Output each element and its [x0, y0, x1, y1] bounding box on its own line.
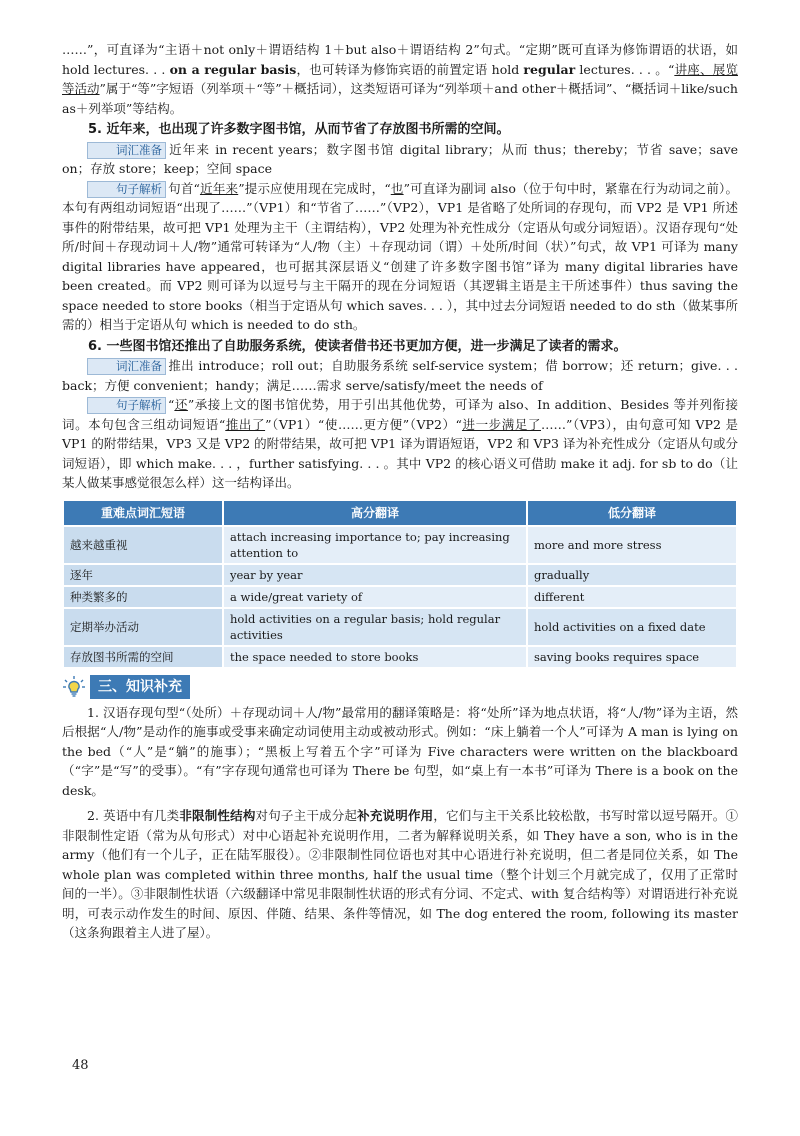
- s5-a2: ”提示应使用现在完成时，“: [238, 180, 391, 196]
- table-cell: a wide/great variety of: [223, 586, 527, 608]
- s6-a1: “: [168, 397, 175, 412]
- p2-c: ，它们与主干关系比较松散，书写时常以逗号隔开。①非限制性定语（常为从句形式）对中心语起补充说明作用，二者为解释说明关系，如 They have a son, who is in the army（他们有一个儿子，正在陆军服役）。②非限制性同位语也对其中心语进行补充说明，但二者是同位关系，如 The whole plan was completed within three months, half the usual time（整个计划三个月就完成了，仅用了正常时间的一半）。③非限制性状语（六级翻译中常见非限制性状语的形式有分词、不定式、with 复合结构等）对谓语进行补充说明，可表示动作发生的时间、原因、伴随、结果、条件等情况，如 The dog entered the room, following its master（这条狗跟着主人进了屋）。: [62, 808, 738, 940]
- table-cell: hold activities on a regular basis; hold regular activities: [223, 608, 527, 646]
- table-cell: 存放图书所需的空间: [63, 646, 223, 668]
- intro-bold-b: regular: [523, 61, 576, 77]
- table-cell: hold activities on a fixed date: [527, 608, 737, 646]
- intro-text-a: ……”，可直译为“主语＋not only＋谓语结构 1＋but also＋谓语结构 2”句式。“定期”既可直译为修饰谓语的状语，如 hold lectures. . .: [62, 42, 738, 77]
- section-title: [62, 675, 738, 699]
- s6-analysis: [62, 395, 738, 493]
- s5-vocab: [62, 140, 738, 179]
- intro-text-b: ，也可转译为修饰宾语的前置定语 hold: [296, 61, 524, 77]
- s5-a3: ”可直译为副词 also（位于句中时，紧靠在行为动词之前）。本句有两组动词短语“出现了……”（VP1）和“节省了……”（VP2），VP1 是省略了处所词的存现句，而 VP2 是 VP1 所述事件的附带结果，故可把 VP1 处理为主干（主谓结构），VP2 处理为补充性成分（定语从句或分词短语）。汉语存现句“处所/时间＋存现动词＋人/物”通常可转译为“人/物（主）＋存现动词（谓）＋处所/时间（状）”句式，故 VP1 可译为 many digital libraries have appeared，也可据其深层语义“创建了许多数字图书馆”译为 many digital libraries have been created。而 VP2 则可译为以逗号与主干隔开的现在分词短语（其逻辑主语是主干所述事件）thus saving the space needed to store books（相当于定语从句 which saves. . . ），其中过去分词短语 needed to do sth（做某事所需的）相当于定语从句 which is needed to do sth。: [62, 180, 738, 332]
- table-row: [63, 564, 737, 586]
- analysis-tag: 句子解析: [87, 181, 166, 198]
- s5-heading: 5. 近年来，也出现了许多数字图书馆，从而节省了存放图书所需的空间。: [88, 122, 510, 137]
- table-cell: saving books requires space: [527, 646, 737, 668]
- table-cell: gradually: [527, 564, 737, 586]
- intro-text-c: lectures. . . 。“: [575, 61, 675, 77]
- s6-a3-ul: 进一步满足了: [461, 416, 541, 432]
- s5-vocab-text: 近年来 in recent years；数字图书馆 digital library；从而 thus；thereby；节省 save；save on；存放 store；keep；空间 space: [62, 141, 738, 176]
- table-row: [63, 526, 737, 564]
- s5-a2-ul: 也: [390, 180, 404, 196]
- page-content: [62, 40, 738, 943]
- lightbulb-icon: [62, 675, 86, 699]
- table-header-row: [63, 500, 737, 526]
- p2-bold-a: 非限制性结构: [179, 808, 256, 823]
- knowledge-paragraph-2: [62, 806, 738, 943]
- table-row: [63, 608, 737, 646]
- s6-vocab: [62, 356, 738, 395]
- table-cell: year by year: [223, 564, 527, 586]
- table-header: 重难点词汇短语: [63, 500, 223, 526]
- s6-a4: ……”（VP3），由句意可知 VP2 是 VP1 的附带结果，VP3 又是 VP2 的附带结果，故可把 VP1 译为谓语短语，VP2 和 VP3 译为补充性成分（定语从句或分词短语），即 which make. . . ，further satisfying. . . 。其中 VP2 的核心语义可借助 make it adj. for sb to do（让某人做某事感觉很怎么样）这一结构译出。: [62, 416, 738, 490]
- page-number: 48: [72, 1058, 89, 1073]
- intro-paragraph: [62, 40, 738, 118]
- vocab-tag: 词汇准备: [87, 142, 166, 159]
- s5-a1-ul: 近年来: [199, 180, 239, 196]
- table-row: [63, 646, 737, 668]
- section-title-label: 三、知识补充: [90, 675, 190, 699]
- p2-bold-b: 补充说明作用: [357, 808, 434, 823]
- s6-vocab-text: 推出 introduce；roll out；自助服务系统 self-service system；借 borrow；还 return；give. . . back；方便 convenient；handy；满足……需求 serve/satisfy/meet the needs of: [62, 358, 738, 393]
- s6-a2: ”承接上文的图书馆优势，用于引出其他优势，可译为 also、In addition、Besides 等并列衔接词。本句包含三组动词短语“: [62, 397, 738, 432]
- table-cell: 定期举办活动: [63, 608, 223, 646]
- s6-a2-ul: 推出了: [225, 416, 266, 432]
- intro-text-d: ”属于“等”字短语（列举项＋“等”＋概括词），这类短语可译为“列举项＋and other＋概括词”、“概括词＋like/such as＋列举项”等结构。: [62, 81, 738, 116]
- analysis-tag: 句子解析: [87, 397, 166, 414]
- table-cell: different: [527, 586, 737, 608]
- table-cell: 种类繁多的: [63, 586, 223, 608]
- table-cell: 逐年: [63, 564, 223, 586]
- knowledge-paragraph-1: 1. 汉语存现句型“（处所）＋存现动词＋人/物”最常用的翻译策略是：将“处所”译为地点状语，将“人/物”译为主语，然后根据“人/物”是动作的施事或受事来确定动词使用主动或被动形式。例如：“床上躺着一个人”可译为 A man is lying on the bed（“人”是“躺”的施事）；“黑板上写着五个字”可译为 Five characters were written on the blackboard（“字”是“写”的受事）。“有”字存现句通常也可译为 There be 句型，如“桌上有一本书”可译为 There is a book on the desk。: [62, 704, 738, 798]
- s6-a1-ul: 还: [174, 397, 188, 412]
- p2-b: 对句子主干成分起: [255, 808, 358, 823]
- table-cell: attach increasing importance to; pay increasing attention to: [223, 526, 527, 564]
- s6-heading: 6. 一些图书馆还推出了自助服务系统，使读者借书还书更加方便，进一步满足了读者的需求。: [88, 338, 627, 354]
- table-row: [63, 586, 737, 608]
- s6-a3: ”（VP1）“使……更方便”（VP2）“: [265, 416, 462, 432]
- intro-bold-a: on a regular basis: [169, 61, 297, 77]
- p2-a: 2. 英语中有几类: [87, 808, 180, 823]
- s5-analysis: [62, 179, 738, 335]
- s5-a1: 句首“: [168, 180, 200, 196]
- vocab-table: [62, 499, 738, 669]
- vocab-tag: 词汇准备: [87, 358, 166, 375]
- table-cell: more and more stress: [527, 526, 737, 564]
- table-cell: 越来越重视: [63, 526, 223, 564]
- table-header: 高分翻译: [223, 500, 527, 526]
- table-header: 低分翻译: [527, 500, 737, 526]
- table-cell: the space needed to store books: [223, 646, 527, 668]
- intro-underline: 讲座、展览等活动: [62, 61, 738, 96]
